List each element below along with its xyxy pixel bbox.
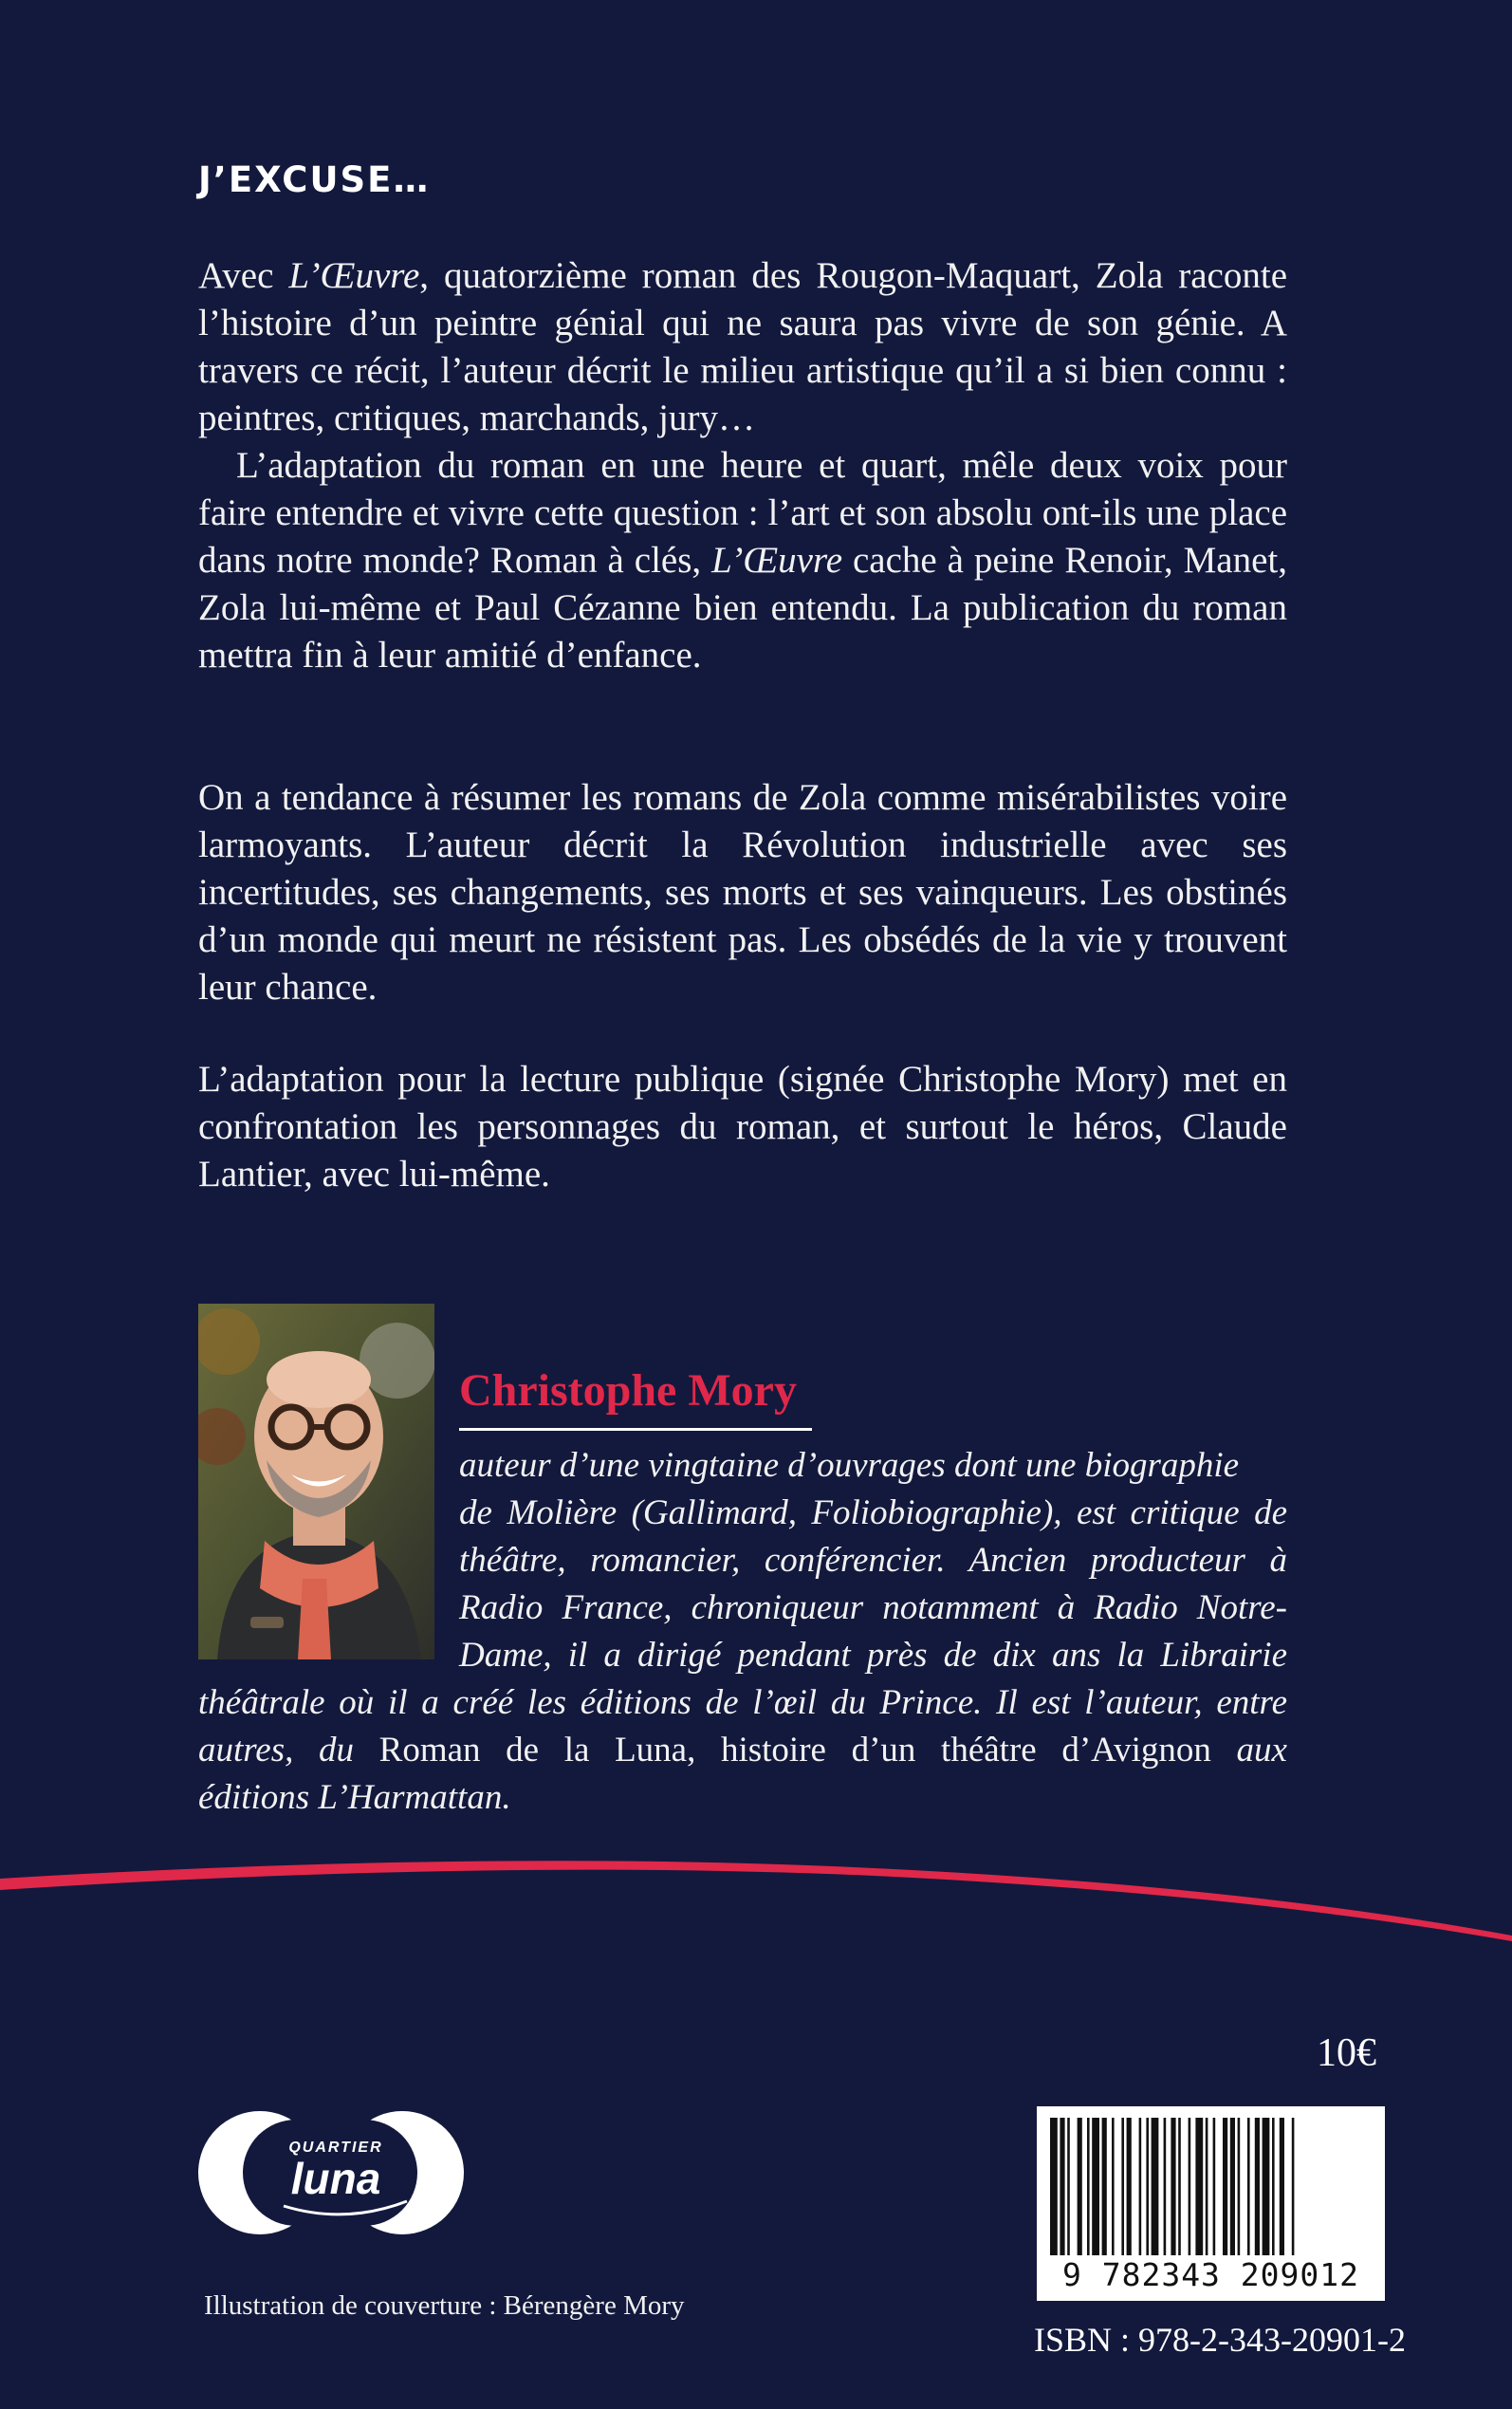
barcode-bar <box>1127 2118 1132 2255</box>
synopsis-block-3 <box>198 1056 1287 1198</box>
bio-line: de Molière (Gallimard, Foliobiographie), est critique de <box>459 1493 1287 1532</box>
paragraph-2 <box>198 442 1287 679</box>
barcode-bar <box>1272 2118 1275 2255</box>
paragraph-3: On a tendance à résumer les romans de Zola comme misérabilistes voire larmoyants. L’auteur décrit la Révolution industrielle avec ses incertitudes, ses changements, ses morts et ses vainqueurs. Les obstinés d’un monde qui meurt ne résistent pas. Les obsédés de la vie y trouvent leur chance. <box>198 777 1287 1008</box>
barcode-bar <box>1247 2118 1250 2255</box>
bio-book-title: Roman de la Luna, histoire d’un théâtre d’Avignon <box>378 1731 1211 1770</box>
barcode-bar <box>1121 2118 1124 2255</box>
barcode-bar <box>1146 2118 1149 2255</box>
barcode-bar <box>1263 2118 1270 2255</box>
barcode-bar <box>1112 2118 1115 2255</box>
synopsis-block-2 <box>198 774 1287 1011</box>
bio-line: Dame, il a dirigé pendant près de dix ans la Librairie <box>459 1636 1287 1675</box>
barcode-bar <box>1178 2118 1181 2255</box>
bio-line: théâtrale où il a créé les éditions de l’œil du Prince. Il est l’auteur, entre <box>198 1683 1287 1722</box>
author-name: Christophe Mory <box>459 1365 797 1416</box>
barcode-bar <box>1292 2118 1295 2255</box>
synopsis-block-1 <box>198 252 1287 679</box>
barcode-bar <box>1280 2118 1284 2255</box>
barcode-bar <box>1195 2118 1203 2255</box>
barcode-bar <box>1171 2118 1175 2255</box>
price-label: 10€ <box>1317 2031 1376 2075</box>
barcode-bar <box>1078 2118 1082 2255</box>
logo-quartier-text: QUARTIER <box>288 2140 383 2156</box>
barcode-bar <box>1050 2118 1058 2255</box>
paragraph-1-text-a: Avec <box>198 255 289 296</box>
paragraph-1-text-b: , quatorzième roman des Rougon-Maquart, Zola raconte l’histoire d’un peintre génial qui ne saura pas vivre de son génie. A travers ce récit, l’auteur décrit le milieu artistique qu’il a si bien connu : peintres, critiques, marchands, jury… <box>198 255 1288 438</box>
barcode-digits: 9 782343 209012 <box>1061 2256 1359 2293</box>
paragraph-4: L’adaptation pour la lecture publique (signée Christophe Mory) met en confrontation les personnages du roman, et surtout le héros, Claude Lantier, avec lui-même. <box>198 1059 1287 1195</box>
cover-illustration-credit: Illustration de couverture : Bérengère Mory <box>204 2290 685 2321</box>
red-wave-divider <box>0 1841 1512 2030</box>
barcode-bar <box>1164 2118 1167 2255</box>
barcode-bar <box>1139 2118 1142 2255</box>
barcode-bar <box>1255 2118 1260 2255</box>
book-title-italic: L’Œuvre <box>288 255 420 296</box>
bio-line <box>198 1727 1287 1774</box>
paragraph-2-text-b: cache à peine Renoir, Manet, Zola lui-même et Paul Cézanne bien entendu. La publication du roman mettra fin à leur amitié d’enfance. <box>198 540 1287 676</box>
bio-fragment: aux <box>1210 1731 1287 1770</box>
back-cover-heading: J’EXCUSE… <box>198 159 431 200</box>
paragraph-2-text-a: L’adaptation du roman en une heure et quart, mêle deux voix pour faire entendre et vivre cette question : l’art et son absolu ont-ils une place dans notre monde? Roman à clés, <box>198 445 1287 581</box>
quartier-luna-logo <box>194 2106 478 2239</box>
barcode-bar <box>1189 2118 1191 2255</box>
barcode-bar <box>1060 2118 1064 2255</box>
bio-line: Radio France, chroniqueur notamment à Radio Notre- <box>459 1588 1287 1627</box>
barcode-bar <box>1067 2118 1070 2255</box>
barcode-bar <box>1102 2118 1107 2255</box>
isbn-label: ISBN : 978-2-343-20901-2 <box>1034 2321 1406 2359</box>
book-title-italic: L’Œuvre <box>711 540 843 581</box>
author-name-underline <box>459 1428 812 1431</box>
moon-logo-icon <box>194 2106 478 2239</box>
bio-line: éditions L’Harmattan. <box>198 1778 511 1817</box>
paragraph-1 <box>198 252 1287 442</box>
barcode-bar <box>1230 2118 1235 2255</box>
barcode-bar <box>1087 2118 1090 2255</box>
barcode-bar <box>1238 2118 1241 2255</box>
barcode-bar <box>1092 2118 1099 2255</box>
barcode-bar <box>1223 2118 1227 2255</box>
logo-luna-text: luna <box>290 2154 381 2203</box>
barcode-bar <box>1213 2118 1216 2255</box>
bio-line: auteur d’une vingtaine d’ouvrages dont une biographie <box>459 1446 1240 1485</box>
barcode-bar <box>1152 2118 1159 2255</box>
bio-fragment: autres, du <box>198 1731 379 1770</box>
barcode-bar <box>1206 2118 1208 2255</box>
author-bio <box>198 1442 1287 1822</box>
bio-line: théâtre, romancier, conférencier. Ancien producteur à <box>459 1541 1287 1580</box>
